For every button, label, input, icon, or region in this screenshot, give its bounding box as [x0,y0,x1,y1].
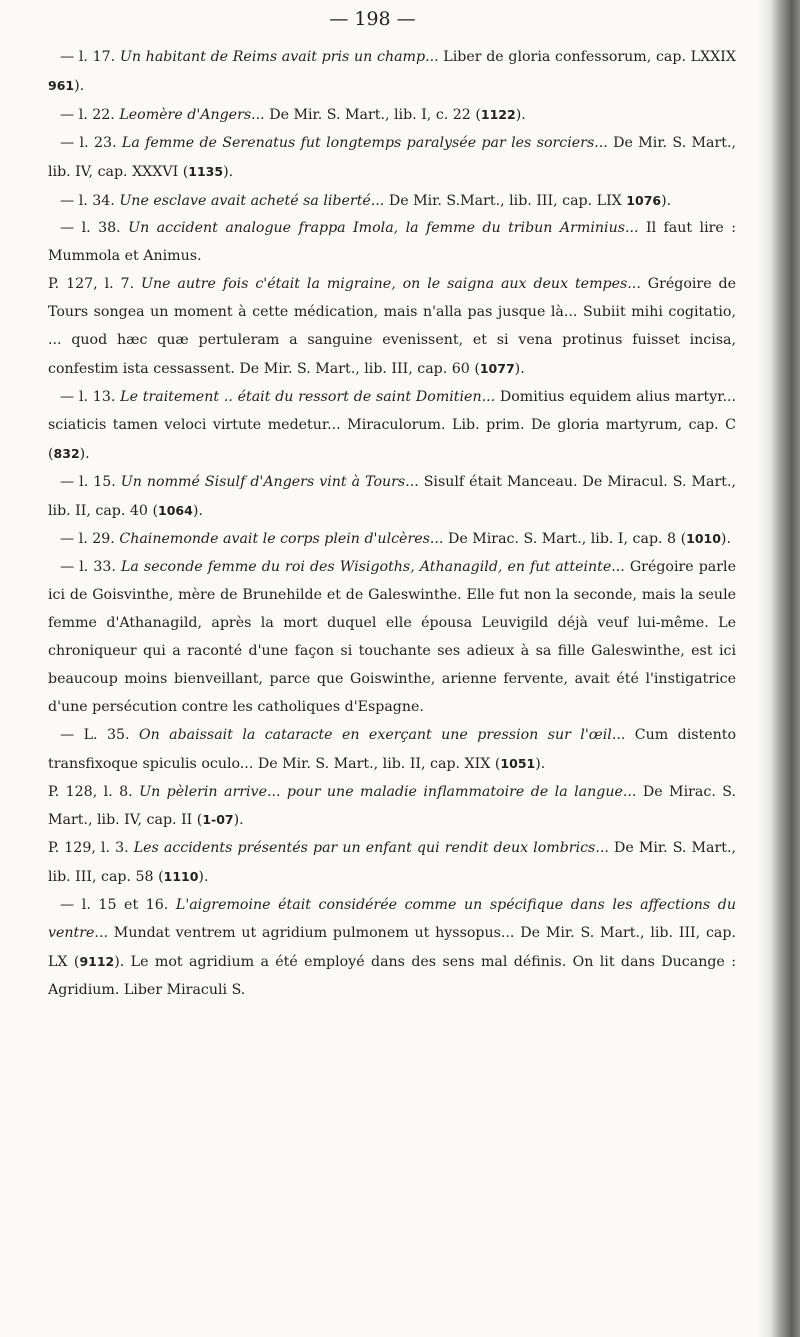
note-ref: — l. 29. [60,531,115,548]
note-body: Mundat ventrem ut agridium pulmonem ut hyssopus... De Mir. S. Mart., lib. III, cap. LX ( [48,925,736,970]
note-body: De Mir. S. Mart., lib. I, c. 22 ( [264,106,481,123]
note-tail: ). [198,869,209,886]
note-title: Un nommé Sisulf d'Angers vint à Tours... [120,473,419,490]
note-tail: ). [192,502,203,519]
note-entry [48,215,736,271]
note-title: La seconde femme du roi des Wisigoths, Athanagild, en fut atteinte... [120,559,625,576]
note-entry [48,722,736,779]
note-entry [48,384,736,469]
note-body: De Mirac. S. Mart., lib. I, cap. 8 ( [443,531,687,548]
note-entry [48,101,736,130]
note-body: Domitius equidem alius martyr... sciaticis tamen veloci virtute medetur... Miraculorum. Lib. prim. De gloria martyrum, cap. C ( [48,388,736,462]
book-binding-edge [758,0,800,1337]
note-number: 1010 [686,531,721,547]
page-number: — 198 — [329,8,416,30]
note-body: Grégoire parle ici de Goisvinthe, mère de Brunehilde et de Galeswinthe. Elle fut non la seconde, mais la seule femme d'Athanagild, après la mort duquel elle épousa Leuvigild déjà veuf lui-même. Le chroniqueur qui a raconté d'une façon si touchante ses adieux à sa fille Galeswinthe, est ici beaucoup moins bienveillant, parce que Goiswinthe, arienne fervente, avait été l'instigatrice d'une persécution contre les catholiques d'Espagne. [48,559,736,715]
note-entry [48,44,736,101]
note-title: La femme de Serenatus fut longtemps paralysée par les sorciers... [121,134,608,151]
note-number: 1110 [163,869,199,885]
note-body: De Mir. S. Mart., lib. IV, cap. XXXVI ( [48,134,736,180]
note-ref: — l. 33. [60,559,116,576]
note-ref: P. 129, l. 3. [48,840,129,857]
note-ref: — L. 35. [60,726,130,743]
note-number: 1-07 [202,812,234,828]
note-tail: ). [720,531,731,548]
note-title: Chainemonde avait le corps plein d'ulcères... [119,531,444,548]
note-number: 1064 [158,502,193,518]
note-body: Liber de gloria confessorum, cap. LXXIX [438,49,736,65]
note-number: 961 [48,77,75,93]
note-entry [48,525,736,554]
note-number: 832 [53,445,80,461]
note-body: De Mirac. S. Mart., lib. IV, cap. II ( [48,783,736,829]
note-ref: P. 128, l. 8. [48,783,133,800]
note-ref: — l. 38. [60,220,121,237]
note-number: 1051 [500,755,536,771]
note-body: Cum distento transfixoque spiculis oculo... De Mir. S. Mart., lib. II, cap. XIX ( [48,726,737,772]
note-title: L'aigremoine était considérée comme un spécifique dans les affections du ventre... [48,897,736,942]
note-tail: ). [535,755,546,772]
note-title: Leomère d'Angers... [119,106,265,123]
note-body: Grégoire de Tours songea un moment à cette médication, mais n'alla pas jusque là... Subiit mihi cogitatio, ... quod hæc quæ pertuleram a sanguine evenissent, et si vena protinus fuisset incisa, confestim ista cessassent. De Mir. S. Mart., lib. III, cap. 60 ( [48,276,736,377]
note-number: 9112 [79,954,115,969]
note-ref: — l. 22. [60,106,115,123]
note-tail: ). [223,163,234,180]
note-ref: — l. 13. [60,388,116,405]
notes-text [48,44,736,1005]
note-entry [48,271,736,384]
note-body: Sisulf était Manceau. De Miracul. S. Mart., lib. II, cap. 40 ( [48,473,736,519]
note-tail: ). Le mot agridium a été employé dans des sens mal définis. On lit dans Ducange : Agridium. Liber Miraculi S. [48,954,736,998]
note-body: Il faut lire : Mummola et Animus. [48,220,737,265]
note-tail: ). [233,812,244,829]
note-entry [48,835,736,892]
note-entry [48,187,736,216]
note-tail: ). [661,192,672,209]
note-title: Le traitement .. était du ressort de saint Domitien... [120,388,496,405]
note-title: Une autre fois c'était la migraine, on le saigna aux deux tempes... [141,276,641,293]
note-title: Un habitant de Reims avait pris un champ... [119,49,439,65]
note-number: 1077 [479,360,515,376]
note-entry [48,779,736,836]
note-entry [48,469,736,526]
note-ref: — l. 15. [60,473,116,490]
note-tail: ). [515,106,526,123]
note-body: De Mir. S. Mart., lib. III, cap. 58 ( [48,840,736,886]
note-entry [48,554,736,721]
note-ref: — l. 15 et 16. [60,897,169,914]
note-ref: — l. 23. [60,134,117,151]
note-ref: — l. 17. [60,49,116,65]
note-number: 1135 [188,163,224,179]
note-tail: ). [74,77,85,94]
note-number: 1122 [480,106,516,122]
note-title: Un pèlerin arrive... pour une maladie inflammatoire de la langue... [139,783,637,800]
note-title: Une esclave avait acheté sa liberté... [119,192,385,209]
note-body: De Mir. S.Mart., lib. III, cap. LIX [384,192,627,209]
note-ref: P. 127, l. 7. [48,276,135,293]
note-tail: ). [79,445,90,462]
note-title: Un accident analogue frappa Imola, la femme du tribun Arminius... [128,220,639,237]
note-number: 1076 [626,192,662,208]
note-title: On abaissait la cataracte en exerçant une pression sur l'œil... [138,726,626,743]
note-title: Les accidents présentés par un enfant qui rendit deux lombrics... [133,840,609,857]
note-tail: ). [514,360,525,377]
note-ref: — l. 34. [60,192,115,209]
note-entry [48,130,736,187]
note-entry [48,892,736,1005]
